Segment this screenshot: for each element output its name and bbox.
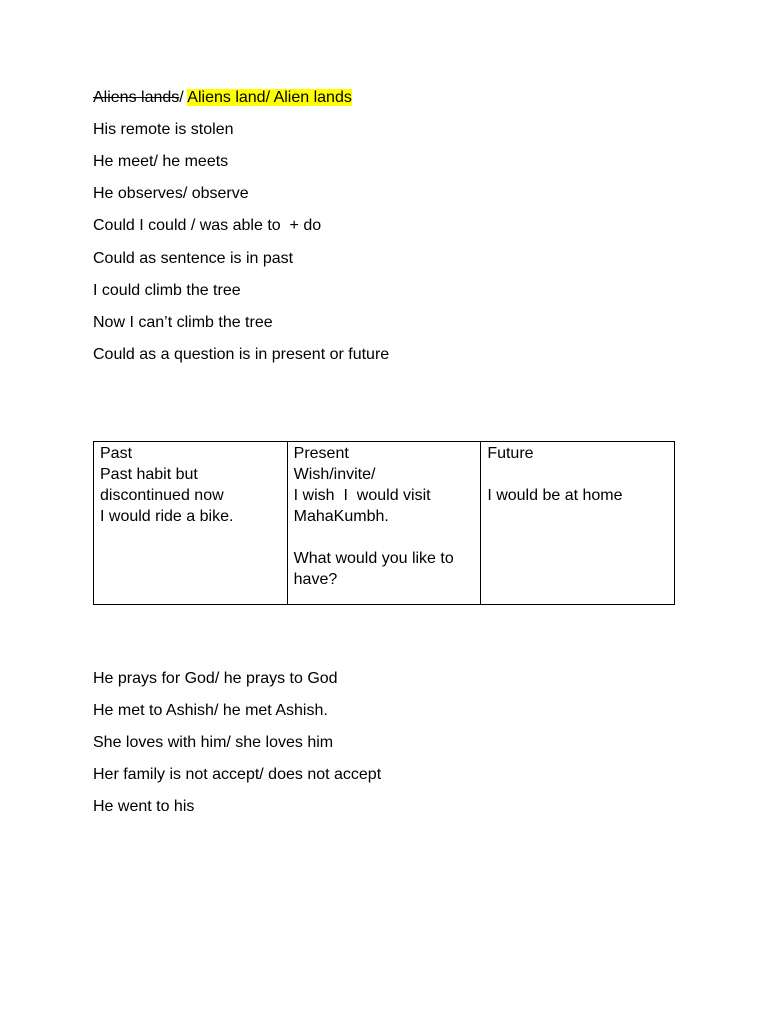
table-cell-past (94, 442, 288, 605)
cell-line: Past (100, 445, 133, 462)
text-line: She loves with him/ she loves him (93, 734, 334, 751)
text-line: He prays for God/ he prays to God (93, 670, 338, 687)
cell-line: Wish/invite/ (293, 466, 376, 483)
cell-line: I would be at home (487, 487, 623, 504)
text-line: His remote is stolen (93, 121, 234, 138)
cell-line: I would ride a bike. (100, 508, 234, 525)
cell-line (487, 464, 668, 485)
text-line: Now I can’t climb the tree (93, 314, 273, 331)
text-line: Could I could / was able to + do (93, 217, 322, 234)
text-line: Could as a question is in present or future (93, 346, 390, 363)
cell-line (294, 527, 475, 548)
tense-table (93, 441, 675, 605)
table-cell-present (287, 442, 481, 605)
cell-line: Future (487, 445, 534, 462)
separator-text: / (179, 89, 188, 106)
text-line: He meet/ he meets (93, 153, 229, 170)
cell-line: MahaKumbh. (293, 508, 389, 525)
cell-line: Past habit but (100, 466, 198, 483)
struck-text: Aliens lands (93, 89, 180, 106)
table-row (94, 442, 675, 605)
text-line: He met to Ashish/ he met Ashish. (93, 702, 328, 719)
correction-line-1 (93, 88, 352, 108)
text-line: He went to his (93, 798, 195, 815)
text-line: He observes/ observe (93, 185, 249, 202)
text-line: Could as sentence is in past (93, 250, 294, 267)
cell-line: What would you like to (293, 550, 454, 567)
highlighted-text: Aliens land/ Alien lands (187, 89, 352, 106)
cell-line: discontinued now (100, 487, 224, 504)
cell-line: I wish I would visit (293, 487, 431, 504)
text-line: I could climb the tree (93, 282, 241, 299)
table-cell-future (481, 442, 675, 605)
text-line: Her family is not accept/ does not accept (93, 766, 382, 783)
cell-line: Present (293, 445, 349, 462)
cell-line: have? (293, 571, 338, 588)
